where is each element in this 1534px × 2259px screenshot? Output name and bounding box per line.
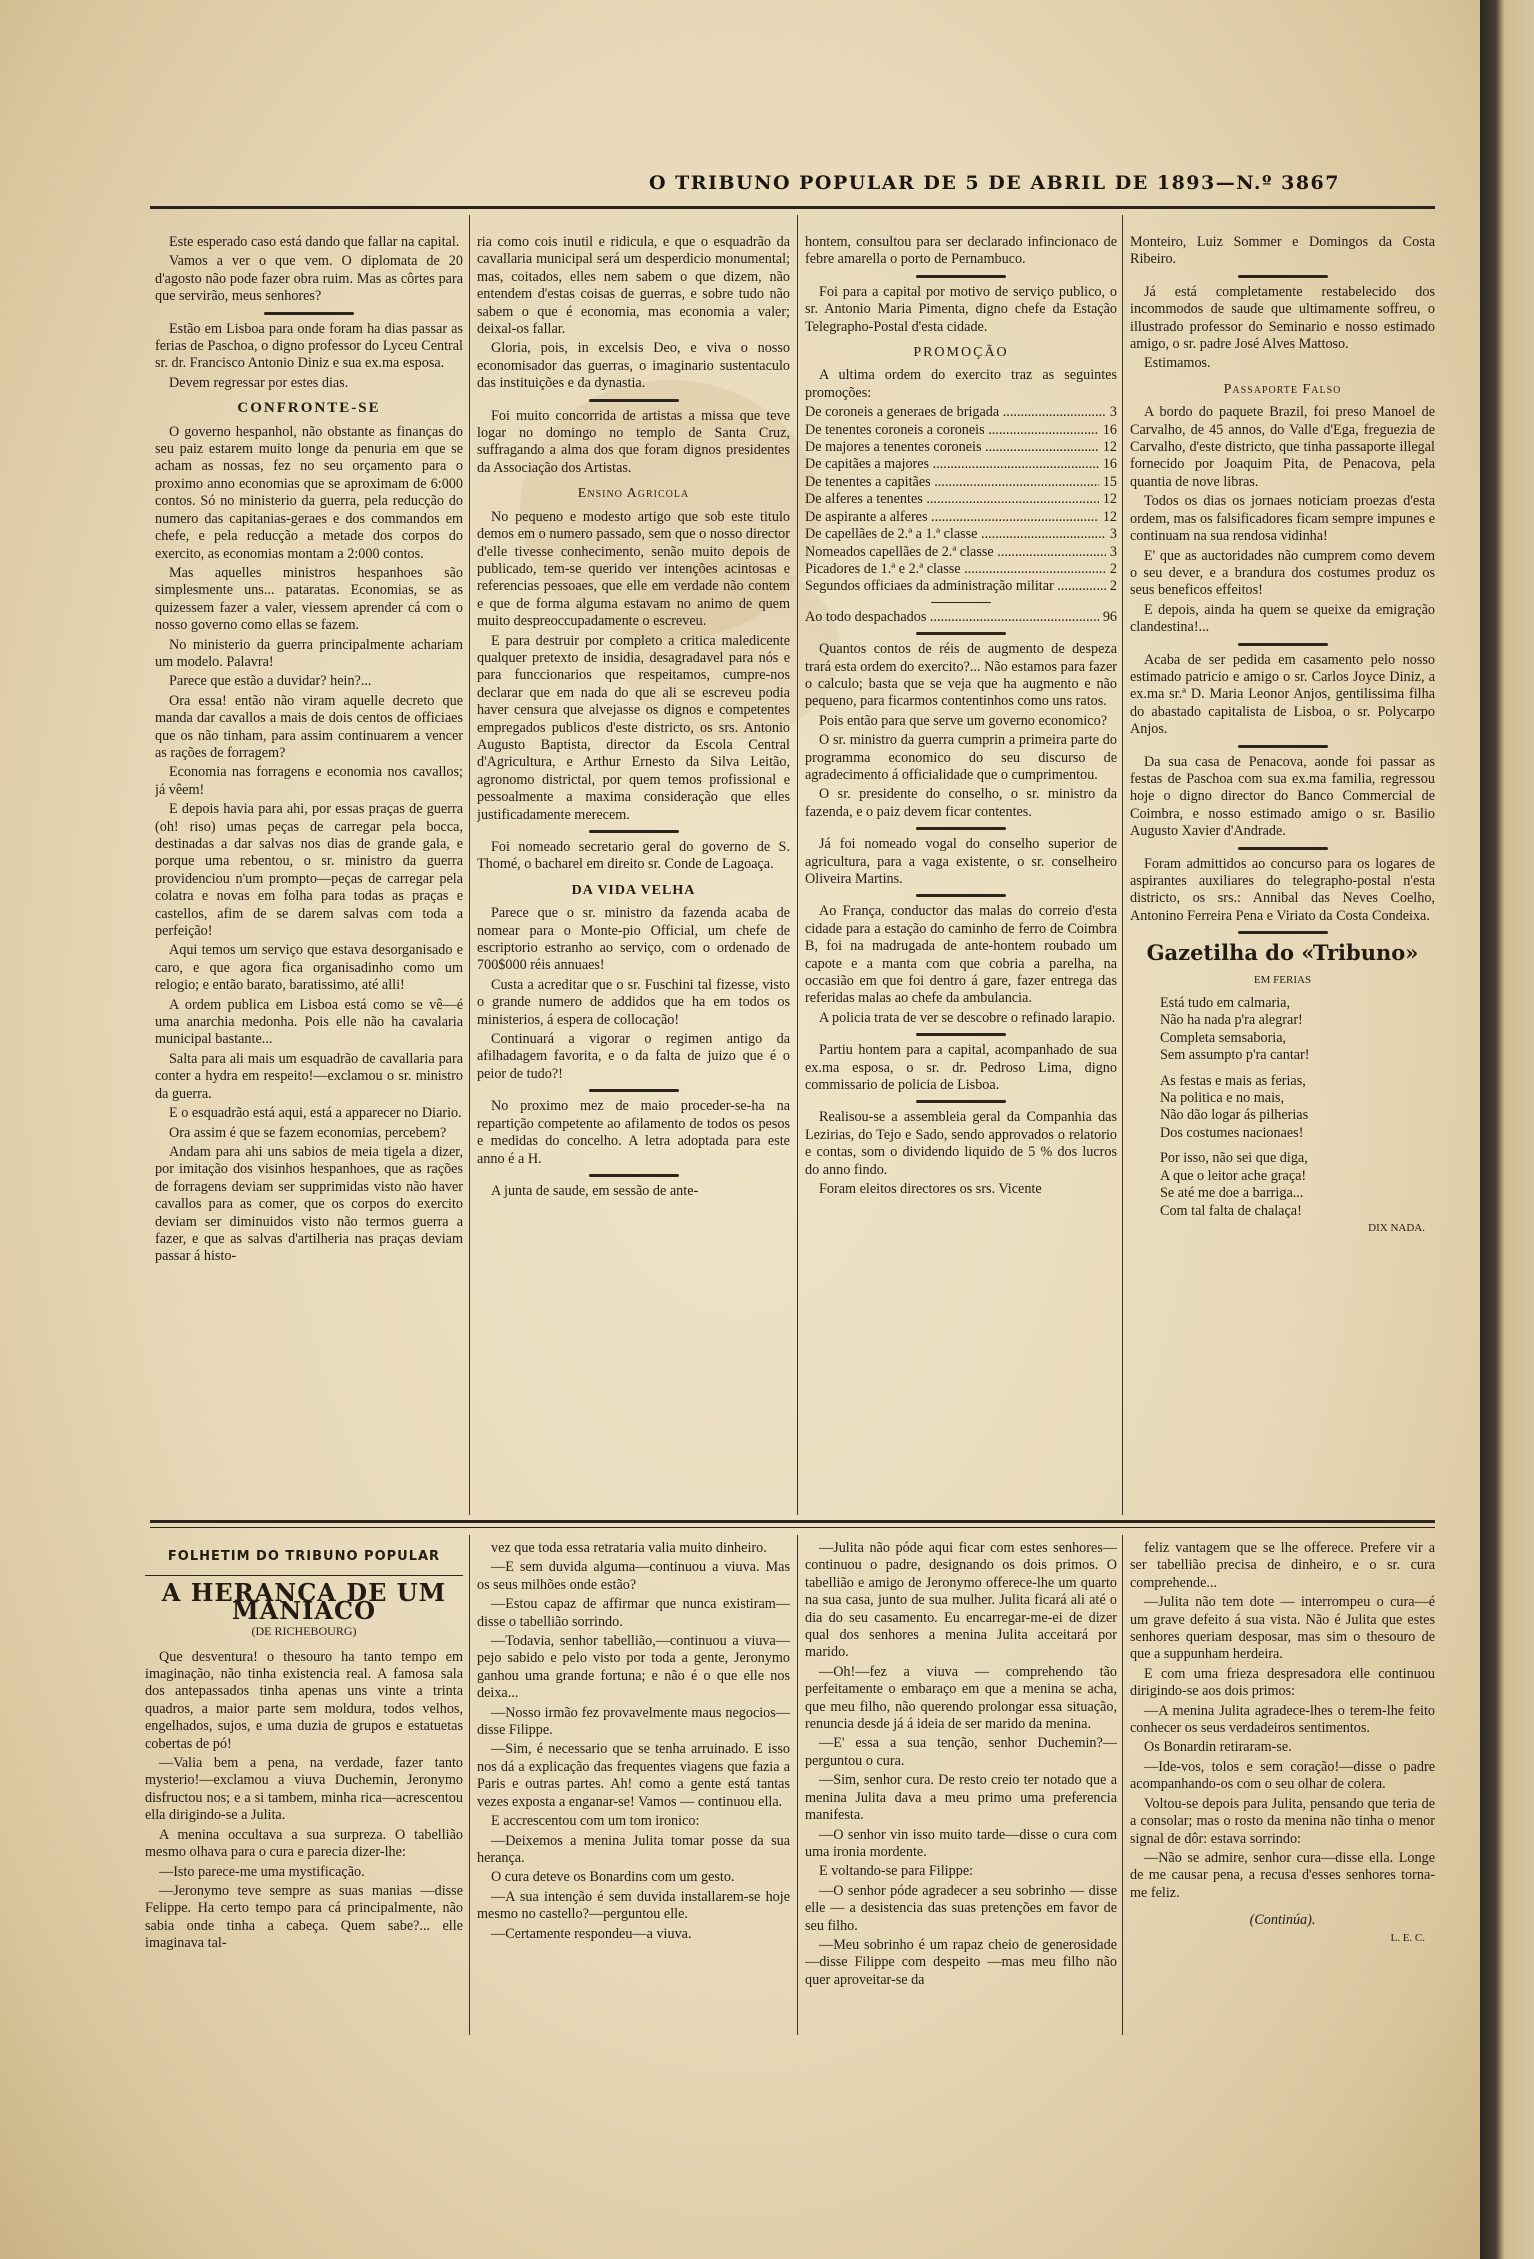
promotion-count: 12 — [1102, 491, 1117, 508]
separator — [916, 827, 1006, 830]
separator — [1238, 275, 1328, 278]
verse-line: Não dão logar ás pilherias — [1160, 1107, 1309, 1124]
paragraph: Já está completamente restabelecido dos incommodos de saude que ultimamente soffreu, o illustrado professor do Seminario e nosso estimado amigo, o sr. padre José Alves Mattoso. — [1130, 283, 1435, 353]
separator — [145, 1575, 463, 1576]
promotion-count: 16 — [1102, 421, 1117, 438]
folhetim-rule — [150, 1520, 1435, 1523]
paragraph: A bordo do paquete Brazil, foi preso Manoel de Carvalho, de 45 annos, do Valle d'Ega, freguezia de Carvalho, d'este districto, que tinha passaporte illegal fornecido por Joaquim Pita, de Penacova, pela quantia de nove libras. — [1130, 404, 1435, 490]
section-heading: Passaporte Falso — [1223, 381, 1342, 397]
verse-line: Sem assumpto p'ra cantar! — [1160, 1047, 1310, 1064]
separator — [1238, 931, 1328, 934]
promotion-count: 16 — [1102, 456, 1117, 473]
paragraph: Ora essa! então não viram aquelle decreto que manda dar cavallos a mais de dois centos de officiaes que os não tinham, para assim continuarem a vencer as rações de forragem? — [155, 692, 463, 761]
paragraph: Custa a acreditar que o sr. Fuschini tal fizesse, visto o grande numero de addidos que ha em todos os ministerios, á espera de collocação! — [477, 976, 790, 1028]
promotion-total — [805, 609, 1117, 626]
novel-title: A HERANÇA DE UM MANIACO — [161, 1578, 447, 1625]
article-column-3 — [805, 234, 1117, 1524]
promotion-row — [805, 544, 1117, 561]
page-title: O TRIBUNO POPULAR DE 5 DE ABRIL DE 1893—N.º 3867 — [649, 172, 1340, 194]
promotion-count: 15 — [1102, 473, 1117, 490]
paragraph: O cura deteve os Bonardins com um gesto. — [491, 1869, 735, 1886]
paragraph: Realisou-se a assembleia geral da Companhia das Lezirias, do Tejo e Sado, sendo approvados o relatorio e contas, som o dividendo liquido de 5 % dos lucros do anno findo. — [805, 1109, 1117, 1178]
novel-author: (DE RICHEBOURG) — [251, 1624, 357, 1639]
separator — [589, 399, 679, 402]
column-rule — [797, 215, 798, 1515]
gazetilha-verses — [1130, 995, 1435, 1220]
verse-line — [1160, 1142, 1435, 1150]
paragraph: E depois havia para ahi, por essas praças de guerra (oh! riso) umas peças de carregar pela bocca, destinadas a dar salvas nos dias de grande gala, e porque uma rebentou, o sr. ministro da guerra providenciou n'um prompto—peças de carregar pela colatra e novas em folha para todas as praças e castellos, afim de se darem salvas com toda a perfeição! — [155, 801, 463, 940]
paragraph: O sr. ministro da guerra cumprin a primeira parte do programma economico do seu discurso de agradecimento á officialidade que o cumprimentou. — [805, 732, 1117, 783]
paragraph: O sr. presidente do conselho, o sr. ministro da fazenda, e o paiz devem ficar contentes. — [805, 786, 1117, 820]
separator — [916, 894, 1006, 897]
promotion-row — [805, 422, 1117, 439]
promotion-label: De capitães a majores ..... — [805, 456, 1099, 473]
paragraph: A menina occultava a sua surpreza. O tabellião mesmo olhava para o cura e parecia dizer-lhe: — [145, 1826, 463, 1861]
promotion-total-value: 96 — [1102, 608, 1117, 625]
paragraph: Devem regressar por estes dias. — [169, 374, 349, 391]
promotion-label: De aspirante a alferes ..... — [805, 509, 1099, 526]
paragraph: Aqui temos um serviço que estava desorganisado e caro, e que agora fica organisadinho como um relogio; e então barato, baratissimo, até alli! — [155, 942, 463, 994]
paragraph: No ministerio da guerra principalmente achariam um modelo. Palavra! — [155, 636, 463, 670]
promotion-row — [805, 456, 1117, 473]
column-rule — [1122, 1535, 1123, 2035]
promotion-count: 3 — [1109, 526, 1117, 543]
paragraph: E' que as auctoridades não cumprem como devem o seu dever, e a brandura dos costumes produz os seus beneficos effeitos! — [1130, 547, 1435, 599]
paragraph: Andam para ahi uns sabios de meia tigela a dizer, por imitação dos visinhos hespanhoes, que as rações de forragens deviam ser supprimidas visto não haver cavallos para as comer, que os corpos do exercito deviam ser diminuidos visto não termos guerra a fazer, e que as salvas d'artilheria nas praças deviam passar á histo- — [155, 1143, 463, 1265]
promotion-label: Nomeados capellães de 2.ª classe ..... — [805, 544, 1106, 561]
paragraph: —Estou capaz de affirmar que nunca existiram—disse o tabellião sorrindo. — [477, 1596, 790, 1630]
paragraph: —Valia bem a pena, na verdade, fazer tanto mysterio!—exclamou a viuva Duchemin, Jeronymo disfructou nos; e a si tambem, minha rica—acrescentou ella dirigindo-se a Julita. — [145, 1755, 463, 1824]
folhetim-text — [477, 1540, 790, 1943]
paragraph: Pois então para que serve um governo economico? — [819, 712, 1107, 729]
paragraph: E o esquadrão está aqui, está a apparecer no Diario. — [169, 1105, 462, 1122]
separator — [931, 602, 991, 603]
promotion-label: De majores a tenentes coroneis ..... — [805, 439, 1099, 456]
paragraph: A junta de saude, em sessão de ante- — [491, 1182, 699, 1199]
folhetim-column-3 — [805, 1540, 1117, 2040]
paragraph: E voltando-se para Filippe: — [819, 1863, 974, 1880]
paragraph: Que desventura! o thesouro ha tanto tempo em imaginação, não tinha existencia real. A famosa sala dos antepassados tinha apenas uns vinte a trinta quadros, a maior parte sem moldura, todos velhos, engelhados, sujos, e uma duzia de grupos e estatuetas cobertas de pó! — [145, 1648, 463, 1752]
paragraph: —Certamente respondeu—a viuva. — [491, 1925, 692, 1942]
promotion-row — [805, 509, 1117, 526]
paragraph: hontem, consultou para ser declarado infincionaco de febre amarella o porto de Pernambuco. — [805, 234, 1117, 268]
separator — [916, 1033, 1006, 1036]
section-heading: DA VIDA VELHA — [571, 882, 696, 898]
paragraph: Salta para ali mais um esquadrão de cavallaria para conter a hydra em respeito!—exclamou o sr. ministro da guerra. — [155, 1050, 463, 1102]
paragraph: —Julita não póde aqui ficar com estes senhores—continuou o padre, designando os dois primos. O tabellião e amigo de Jeronymo offerece-lhe um quarto na sua casa, junto de sua mulher. Julita ficará ali até o dia do seu casamento. Eu encarregar-me-ei de dizer qual dos senhores a menina Julita acceitará por marido. — [805, 1540, 1117, 1661]
paragraph: —Sim, senhor cura. De resto creio ter notado que a menina Julita dava a meu primo uma preferencia manifesta. — [805, 1772, 1117, 1824]
paragraph: —Meu sobrinho é um rapaz cheio de generosidade—disse Filippe com despeito —mas meu filho não quer aproveitar-se da — [805, 1936, 1117, 1988]
continua-note: (Continúa). — [1249, 1912, 1316, 1929]
paragraph: —Não se admire, senhor cura—disse ella. Longe de me causar pena, a recusa d'esses senhores torna-me feliz. — [1130, 1849, 1435, 1901]
separator — [916, 1100, 1006, 1103]
paragraph: O governo hespanhol, não obstante as finanças do seu paiz estarem muito longe da penuria em que se acham as nossas, fez no seu orçamento para o proximo anno economias que se aproximam de 6:000 contos. Só no ministerio da guerra, pela reducção do numero das capitanias-geraes e dos commandos em chefe, e pela reducção a metade dos corpos do exercito, as economias montam a 2:000 contos. — [155, 423, 463, 562]
verse-line: A que o leitor ache graça! — [1160, 1167, 1307, 1184]
paragraph: —Deixemos a menina Julita tomar posse da sua herança. — [477, 1832, 790, 1866]
promotion-label: Picadores de 1.ª e 2.ª classe ..... — [805, 561, 1106, 578]
paragraph: E para destruir por completo a critica maledicente qualquer pretexto de insidia, desagradavel para nós e para funccionarios que respeitamos, cumpre-nos declarar que em nada do que ali se escreveu podia haver censura que alvejasse os dignos e competentes empregados publicos d'este districto, os srs. Antonio Augusto Baptista, director da Escola Central d'Agricultura, e Arthur Ernesto da Silva Leitão, agronomo districtal, por quem temos profissional e pessoalmente a maxima consideração que elles justificadamente merecem. — [477, 632, 790, 823]
promotion-list — [805, 404, 1117, 595]
paragraph: A ordem publica em Lisboa está como se vê—é uma anarchia medonha. Pois elle não ha cavalaria municipal bastante... — [155, 996, 463, 1048]
promotion-label: De tenentes coroneis a coroneis ..... — [805, 422, 1099, 439]
paragraph: Foram eleitos directores os srs. Vicente — [819, 1181, 1042, 1198]
folhetim-column-4 — [1130, 1540, 1435, 2040]
verse-line: Se até me doe a barriga... — [1160, 1185, 1304, 1202]
promotion-row — [805, 526, 1117, 543]
paragraph: Todos os dias os jornaes noticiam proezas d'esta ordem, mas os falsificadores ficam sempre impunes e continuam na sua rendosa vidinha! — [1130, 493, 1435, 545]
masthead — [150, 168, 1430, 198]
paragraph: —Todavia, senhor tabellião,—continuou a viuva—pejo sabido e pelo visto por toda a gente, Jeronymo ganhou uma grande fortuna; e não é o que elle nos deixa... — [477, 1633, 790, 1702]
paragraph: Partiu hontem para a capital, acompanhado de sua ex.ma esposa, o sr. dr. Pedroso Lima, digno commissario de policia de Lisboa. — [805, 1042, 1117, 1094]
promotion-label: De alferes a tenentes ..... — [805, 491, 1099, 508]
folhetim-text — [1130, 1540, 1435, 1902]
promotion-count: 3 — [1109, 404, 1117, 421]
promotion-label: De tenentes a capitães ..... — [805, 474, 1099, 491]
paragraph: Continuará a vigorar o regimen antigo da afilhadagem favorita, e o da falta de juizo que é o peior de tudo?! — [477, 1031, 790, 1082]
folhetim-signature: L. E. C. — [1390, 1931, 1425, 1944]
verse-line: Por isso, não sei que diga, — [1160, 1150, 1308, 1167]
paragraph: Foram admittidos ao concurso para os logares de aspirantes auxiliares do telegrapho-postal n'esta districto, os srs.: Annibal das Neves Coelho, Antonino Ferreira Pena e Viriato da Costa Condeixa. — [1130, 855, 1435, 924]
promotion-row — [805, 561, 1117, 578]
verse-line: As festas e mais as ferias, — [1160, 1072, 1306, 1089]
paragraph: vez que toda essa retrataria valia muito dinheiro. — [491, 1540, 767, 1556]
section-heading: PROMOÇÃO — [913, 345, 1009, 361]
header-rule — [150, 206, 1435, 209]
paragraph: Parece que estão a duvidar? hein?... — [169, 673, 372, 690]
paragraph: Acaba de ser pedida em casamento pelo nosso estimado patricio e amigo o sr. Carlos Joyce Diniz, a ex.ma sr.ª D. Maria Leonor Anjos, gentilissima filha do abastado capitalista de Lisboa, o sr. Polycarpo Anjos. — [1130, 651, 1435, 738]
folhetim-column-2 — [477, 1540, 790, 2040]
paragraph: —Ide-vos, tolos e sem coração!—disse o padre acompanhando-os com o seu olhar de colera. — [1130, 1758, 1435, 1793]
paragraph: Já foi nomeado vogal do conselho superior de agricultura, para a vaga existente, o sr. conselheiro Oliveira Martins. — [805, 836, 1117, 887]
promotion-count: 12 — [1102, 508, 1117, 525]
paragraph: Os Bonardin retiraram-se. — [1144, 1739, 1292, 1756]
folhetim-text — [805, 1540, 1117, 1989]
gazetilha-title: Gazetilha do «Tribuno» — [1146, 940, 1419, 966]
paragraph: Estimamos. — [1144, 355, 1211, 372]
paragraph: —O senhor póde agradecer a seu sobrinho — disse elle — a desistencia das suas pretenções em favor de seu filho. — [805, 1882, 1117, 1934]
paragraph: Voltou-se depois para Julita, pensando que teria de a consolar; mas o rosto da menina não tinha o menor signal de dôr: estava sorrindo: — [1130, 1795, 1435, 1847]
folhetim-text — [145, 1649, 463, 1953]
paragraph: Ao França, conductor das malas do correio d'esta cidade para a estação do caminho de ferro de Coimbra B, foi na madrugada de ante-hontem roubado um capote e a manta com que cobria a parelha, na occasião em que foi dentro á gare, fazer entrega das referidas malas ao chefe da ambulancia. — [805, 903, 1117, 1007]
separator — [916, 632, 1006, 635]
paragraph: —Isto parece-me uma mystificação. — [159, 1863, 365, 1880]
paragraph: Ora assim é que se fazem economias, percebem? — [169, 1124, 447, 1141]
promotion-label: De coroneis a generaes de brigada ..... — [805, 404, 1106, 421]
paragraph: ria como cois inutil e ridicula, e que o esquadrão da cavallaria municipal será um desperdicio monumental; mas, coitados, elles nem sabem o que dizem, não entendem d'estas coisas de guerras, e sobre tudo não sabem o que é economia, mas economia a valer; deixal-os fallar. — [477, 234, 790, 338]
column-rule — [1122, 215, 1123, 1515]
verse-line: Dos costumes nacionaes! — [1160, 1124, 1304, 1141]
paragraph: Da sua casa de Penacova, aonde foi passar as festas de Paschoa com sua ex.ma familia, regressou hoje o digno director do Banco Commercial de Coimbra, e nosso estimado amigo o sr. Basilio Augusto Xavier d'Andrade. — [1130, 753, 1435, 840]
verse-line: Na politica e no mais, — [1160, 1090, 1285, 1107]
paragraph: —Oh!—fez a viuva — comprehendo tão perfeitamente o embaraço em que a menina se acha, que meu filho, não querendo prolongar essa situação, renuncia desde já á ideia de ser marido da menina. — [805, 1663, 1117, 1733]
verse-line: Está tudo em calmaria, — [1160, 995, 1291, 1012]
gazetilha-signature: DIX NADA. — [1368, 1221, 1425, 1234]
separator — [1238, 643, 1328, 646]
separator — [589, 830, 679, 833]
promotion-row — [805, 404, 1117, 421]
verse-line: Com tal falta de chalaça! — [1160, 1202, 1302, 1219]
article-column-4 — [1130, 234, 1435, 1524]
paragraph: E accrescentou com um tom ironico: — [491, 1813, 700, 1830]
separator — [589, 1089, 679, 1092]
separator — [1238, 847, 1328, 850]
promotion-count: 2 — [1109, 578, 1117, 595]
column-rule — [469, 1535, 470, 2035]
paragraph: —Jeronymo teve sempre as suas manias —disse Felippe. Ha certo tempo para cá principalmente, não sabia onde tinha a cabeça. Quem sabe?... elle imaginava tal- — [145, 1882, 463, 1952]
promotion-row — [805, 439, 1117, 456]
paragraph: —A sua intenção é sem duvida installarem-se hoje mesmo no castello?—perguntou elle. — [477, 1888, 790, 1923]
paragraph: Foi para a capital por motivo de serviço publico, o sr. Antonio Maria Pimenta, digno chefe da Estação Telegrapho-Postal d'esta cidade. — [805, 283, 1117, 335]
paragraph: Economia nas forragens e economia nos cavallos; já vêem! — [155, 764, 463, 798]
paragraph: Estão em Lisboa para onde foram ha dias passar as ferias de Paschoa, o digno professor do Lyceu Central sr. dr. Francisco Antonio Diniz e sua ex.ma esposa. — [155, 320, 463, 372]
promotion-label: De capellães de 2.ª a 1.ª classe ..... — [805, 526, 1106, 543]
separator — [916, 275, 1006, 278]
promotion-count: 12 — [1102, 439, 1117, 456]
column-rule — [469, 215, 470, 1515]
paragraph: No proximo mez de maio proceder-se-ha na repartição competente ao afilamento de todos os pesos e medidas do concelho. A letra adoptada para este anno é a H. — [477, 1098, 790, 1167]
paragraph: —E' essa a sua tenção, senhor Duchemin?—perguntou o cura. — [805, 1735, 1117, 1769]
paragraph: A ultima ordem do exercito traz as seguintes promoções: — [805, 367, 1117, 401]
paragraph: —O senhor vin isso muito tarde—disse o cura com uma ironia mordente. — [805, 1826, 1117, 1860]
paragraph: —Nosso irmão fez provavelmente maus negocios—disse Filippe. — [477, 1704, 790, 1739]
paragraph: —A menina Julita agradece-lhes o terem-lhe feito conhecer os seus verdadeiros sentimentos. — [1130, 1702, 1435, 1737]
paragraph: —Sim, é necessario que se tenha arruinado. E isso nos dá a explicação das frequentes viagens que fazia a Paris e outras partes. Ah! como a gente está tantas vezes exposta a enganar-se! Vamos — continuou ella. — [477, 1741, 790, 1810]
paragraph: Gloria, pois, in excelsis Deo, e viva o nosso economisador das guerras, o imaginario sustentaculo das instituições e da dynastia. — [477, 340, 790, 392]
separator — [589, 1174, 679, 1177]
gazetilha-subtitle: EM FERIAS — [1253, 973, 1312, 986]
paragraph: Parece que o sr. ministro da fazenda acaba de nomear para o Monte-pio Official, um chefe de escriptorio estranho ao serviço, com o ordenado de 700$000 réis annuaes! — [477, 905, 790, 974]
paragraph: E depois, ainda ha quem se queixe da emigração clandestina!... — [1130, 601, 1435, 636]
promotion-label: Segundos officiaes da administração militar ..... — [805, 578, 1106, 595]
paragraph: feliz vantagem que se lhe offerece. Prefere vir a ser tabellião precisa de dinheiro, e o sr. cura comprehende... — [1130, 1540, 1435, 1591]
paragraph: No pequeno e modesto artigo que sob este titulo demos em o numero passado, sem que o nosso director d'elle tivesse conhecimento, senão muito depois de publicado, tem-se querido ver intenções acintosas e referencias pessoaes, que elle em verdade não contem e que de forma alguma estavam no animo de quem muito despreoccupadamente o escreveu. — [477, 508, 790, 630]
promotion-row — [805, 474, 1117, 491]
page-edge — [1480, 0, 1534, 2259]
paragraph: Monteiro, Luiz Sommer e Domingos da Costa Ribeiro. — [1130, 234, 1435, 268]
folhetim-label: FOLHETIM DO TRIBUNO POPULAR — [167, 1549, 441, 1564]
section-heading: Ensino Agricola — [577, 486, 690, 502]
promotion-count: 3 — [1109, 543, 1117, 560]
paragraph: Quantos contos de réis de augmento de despeza trará esta ordem do exercito?... Não estamos para fazer o calculo; basta que se veja que ha augmento e não pequeno, para ficarmos contentinhos como uns ratos. — [805, 641, 1117, 710]
promotion-total-label: Ao todo despachados ..... — [805, 609, 1099, 626]
paragraph: Foi nomeado secretario geral do governo de S. Thomé, o bacharel em direito sr. Conde de Lagoaça. — [477, 839, 790, 873]
separator — [1238, 745, 1328, 748]
paragraph: Este esperado caso está dando que fallar na capital. — [169, 234, 460, 250]
promotion-row — [805, 491, 1117, 508]
folhetim-column-1 — [145, 1540, 463, 2040]
folhetim-rule-thin — [150, 1527, 1435, 1528]
column-rule — [797, 1535, 798, 2035]
verse-line — [1160, 1065, 1435, 1073]
verse-line: Não ha nada p'ra alegrar! — [1160, 1012, 1303, 1029]
paragraph: Mas aquelles ministros hespanhoes são simplesmente uns... pataratas. Economias, se as quizessem fazer a valer, viessem aprender cá com o nosso governo como ellas se fazem. — [155, 564, 463, 634]
promotion-row — [805, 578, 1117, 595]
paragraph: A policia trata de ver se descobre o refinado larapio. — [819, 1009, 1116, 1026]
paragraph: Vamos a ver o que vem. O diplomata de 20 d'agosto não pode fazer obra ruim. Mas as côrtes para que servirão, meus senhores? — [155, 253, 463, 305]
article-column-1 — [155, 234, 463, 1524]
separator — [264, 312, 354, 315]
section-heading: CONFRONTE-SE — [237, 400, 381, 417]
paragraph: Foi muito concorrida de artistas a missa que teve logar no domingo no templo de Santa Cruz, suffragando a alma dos que foram dignos presidentes da Associação dos Artistas. — [477, 407, 790, 476]
paragraph: E com uma frieza despresadora elle continuou dirigindo-se aos dois primos: — [1130, 1665, 1435, 1700]
paragraph: —E sem duvida alguma—continuou a viuva. Mas os seus milhões onde estão? — [477, 1559, 790, 1593]
paragraph: —Julita não tem dote — interrompeu o cura—é um grave defeito á sua vista. Não é Julita que estes senhores queriam desposar, mas sim o thesouro de que a suppunham herdeira. — [1130, 1594, 1435, 1663]
article-column-2 — [477, 234, 790, 1524]
promotion-count: 2 — [1109, 560, 1117, 577]
verse-line: Completa semsaboria, — [1160, 1029, 1287, 1046]
